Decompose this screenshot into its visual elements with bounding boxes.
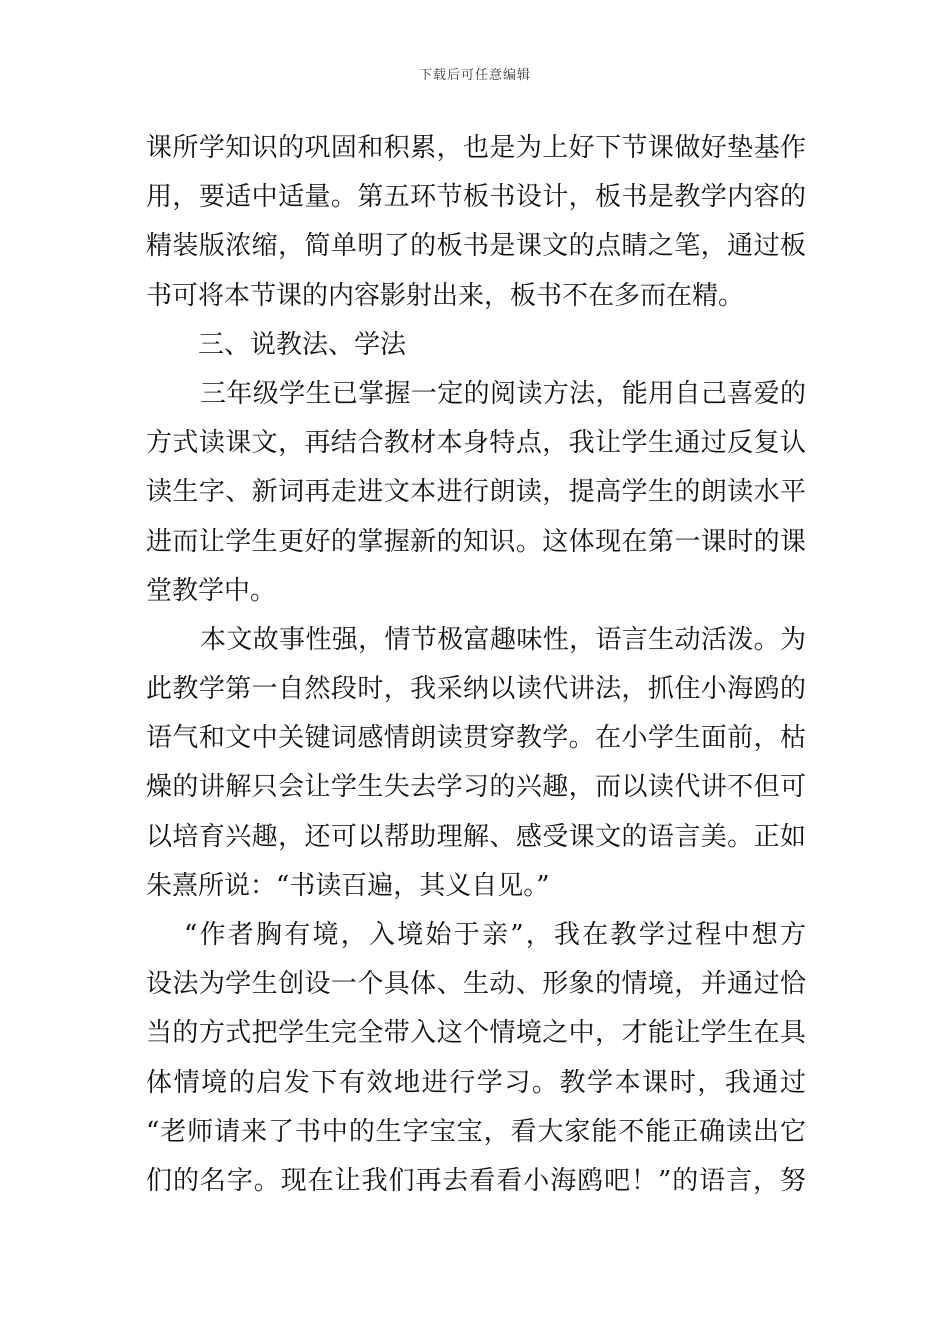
text-line: 堂教学中。	[146, 575, 277, 606]
text-line: 方式读课文，再结合教材本身特点，我让学生通过反复认	[146, 428, 806, 459]
text-line: 此教学第一自然段时，我采纳以读代讲法，抓住小海鸥的	[146, 674, 806, 705]
text-line: 以培育兴趣，还可以帮助理解、感受课文的语言美。正如	[146, 821, 806, 852]
text-line: 语气和文中关键词感情朗读贯穿教学。在小学生面前，枯	[146, 723, 806, 754]
text-line: 三年级学生已掌握一定的阅读方法，能用自己喜爱的	[200, 378, 806, 409]
text-line: 朱熹所说：“书读百遍，其义自见。”	[146, 870, 550, 901]
text-line: “老师请来了书中的生字宝宝，看大家能不能正确读出它	[146, 1116, 806, 1147]
document-body	[146, 124, 806, 1206]
text-line: “作者胸有境，入境始于亲”，我在教学过程中想方	[184, 920, 806, 950]
page-header: 下载后可任意编辑	[418, 68, 531, 83]
text-line: 燥的讲解只会让学生失去学习的兴趣，而以读代讲不但可	[146, 772, 806, 803]
text-line: 设法为学生创设一个具体、生动、形象的情境，并通过恰	[146, 969, 806, 1000]
text-line: 读生字、新词再走进文本进行朗读，提高学生的朗读水平	[146, 477, 806, 508]
text-line: 进而让学生更好的掌握新的知识。这体现在第一课时的课	[146, 526, 806, 557]
text-line: 用，要适中适量。第五环节板书设计，板书是教学内容的	[146, 182, 806, 213]
text-line: 体情境的启发下有效地进行学习。教学本课时，我通过	[146, 1067, 806, 1098]
text-line: 本文故事性强，情节极富趣味性，语言生动活泼。为	[200, 624, 806, 655]
text-line: 们的名字。现在让我们再去看看小海鸥吧！”的语言，努	[146, 1165, 806, 1196]
text-line: 当的方式把学生完全带入这个情境之中，才能让学生在具	[146, 1018, 806, 1049]
text-line: 三、说教法、学法	[198, 329, 407, 360]
text-line: 书可将本节课的内容影射出来，板书不在多而在精。	[146, 280, 745, 311]
text-line: 精装版浓缩，简单明了的板书是课文的点睛之笔，通过板	[146, 231, 806, 262]
text-line: 课所学知识的巩固和积累，也是为上好下节课做好垫基作	[146, 133, 806, 163]
